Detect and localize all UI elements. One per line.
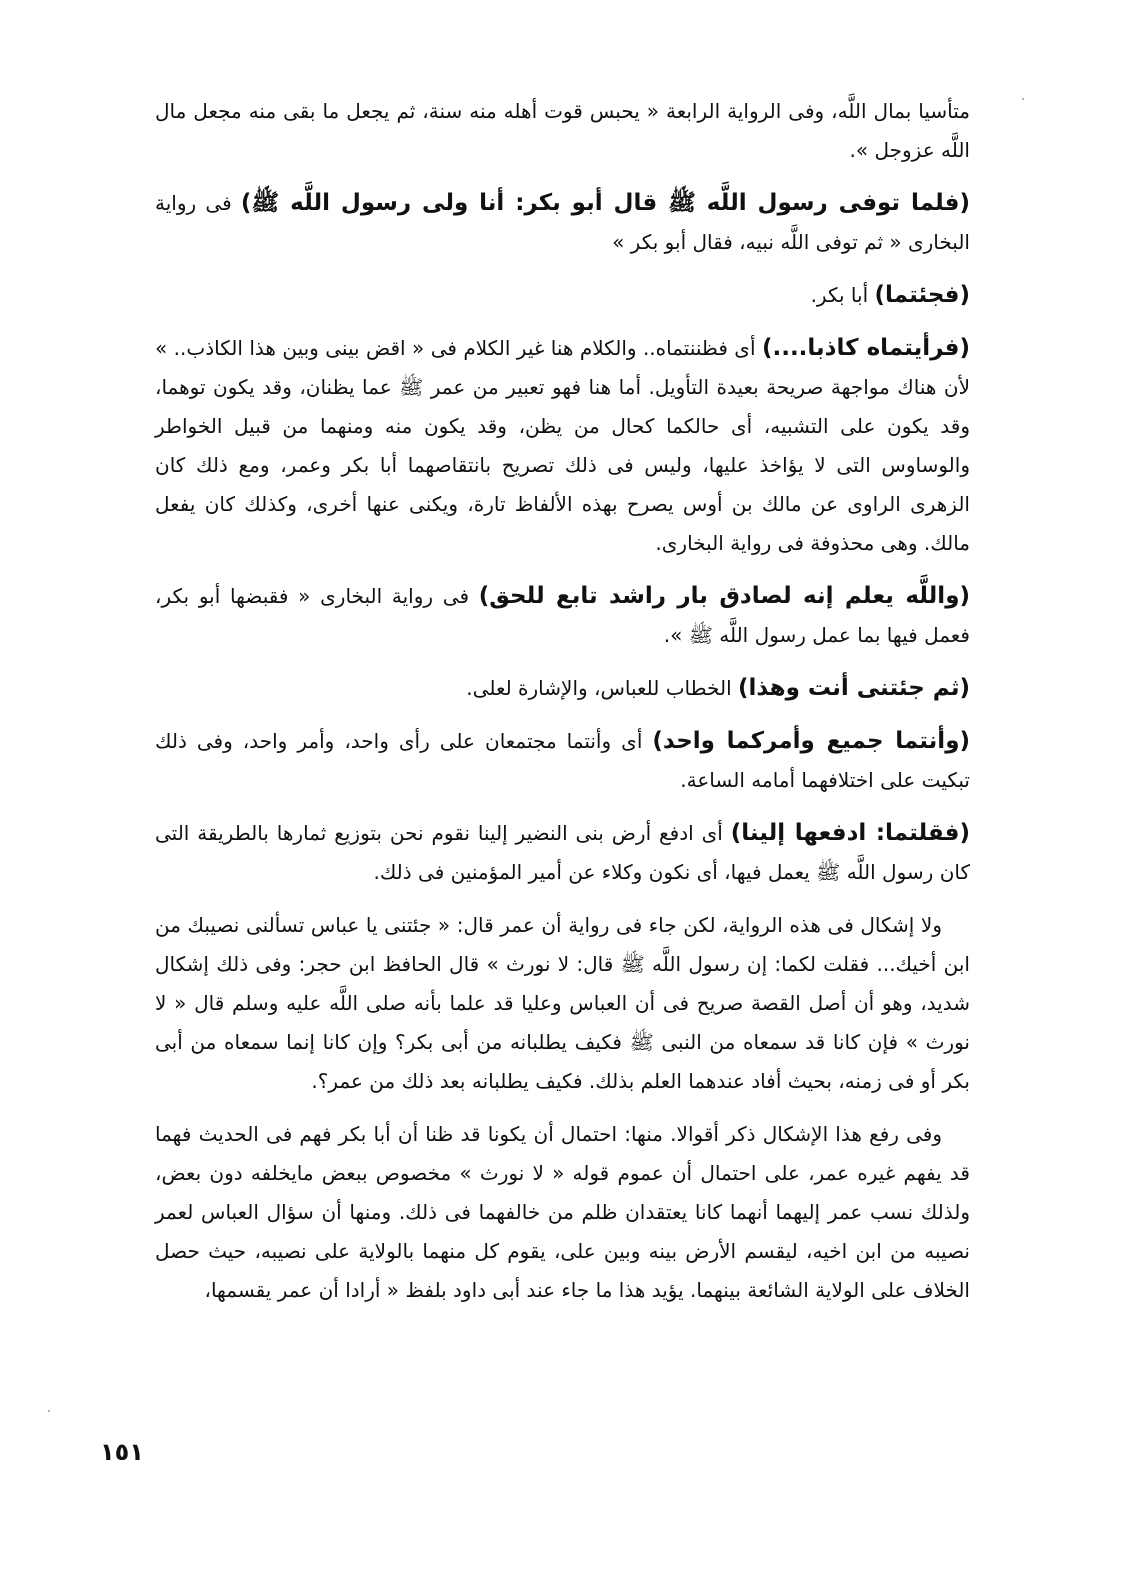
paragraph-3 — [155, 276, 970, 315]
paragraph-10 — [155, 1115, 970, 1310]
paragraph-7-text: أى وأنتما مجتمعان على رأى واحد، وأمر واحد، وفى ذلك تبكيت على اختلافهما أمامه الساعة. — [155, 729, 970, 792]
paragraph-8 — [155, 814, 970, 892]
paragraph-5-text: فى رواية البخارى « فقبضها أبو بكر، فعمل فيها بما عمل رسول اللَّه ﷺ ». — [155, 584, 970, 647]
paragraph-2-term: (فلما توفى رسول اللَّه ﷺ قال أبو بكر: أنا ولى رسول اللَّه ﷺ) — [240, 190, 970, 216]
paragraph-3-term: (فجئتما) — [874, 282, 970, 308]
paragraph-10-text: وفى رفع هذا الإشكال ذكر أقوالا. منها: احتمال أن يكونا قد ظنا أن أبا بكر فهم فى الحديث فهما قد يفهم غيره عمر، على احتمال أن عموم قوله « لا نورث » مخصوص ببعض مايخلفه دون بعض، ولذلك نسب عمر إليهما أنهما كانا يعتقدان ظلم من خالفهما فى ذلك. ومنها أن سؤال العباس لعمر نصيبه من ابن اخيه، ليقسم الأرض بينه وبين على، يقوم كل منهما بالولاية على نصيبه، حيث حصل الخلاف على الولاية الشائعة بينهما. يؤيد هذا ما جاء عند أبى داود بلفظ « أرادا أن عمر يقسمها، — [155, 1122, 970, 1302]
paragraph-1 — [155, 92, 970, 170]
paragraph-4-term: (فرأيتماه كاذبا....) — [761, 335, 970, 361]
paragraph-6-text: الخطاب للعباس، والإشارة لعلى. — [466, 676, 738, 700]
paragraph-2 — [155, 184, 970, 262]
paragraph-1-text: متأسيا بمال اللَّه، وفى الرواية الرابعة « يحبس قوت أهله منه سنة، ثم يجعل ما بقى منه مجعل مال اللَّه عزوجل ». — [155, 99, 970, 162]
page-body — [155, 92, 970, 1324]
page-number: ١٥١ — [100, 1438, 144, 1466]
paragraph-9 — [155, 906, 970, 1101]
paragraph-8-text: أى ادفع أرض بنى النضير إلينا نقوم نحن بتوزيع ثمارها بالطريقة التى كان رسول اللَّه ﷺ يعمل فيها، أى نكون وكلاء عن أمير المؤمنين فى ذلك. — [155, 821, 970, 884]
paragraph-9-text: ولا إشكال فى هذه الرواية، لكن جاء فى رواية أن عمر قال: « جئتنى يا عباس تسألنى نصيبك من ابن أخيك... فقلت لكما: إن رسول اللَّه ﷺ قال: لا نورث » قال الحافظ ابن حجر: وفى ذلك إشكال شديد، وهو أن أصل القصة صريح فى أن العباس وعليا قد علما بأنه صلى اللَّه عليه وسلم قال « لا نورث » فإن كانا قد سمعاه من النبى ﷺ فكيف يطلبانه من أبى بكر؟ وإن كانا إنما سمعاه من أبى بكر أو فى زمنه، بحيث أفاد عندهما العلم بذلك. فكيف يطلبانه بعد ذلك من عمر؟. — [155, 913, 970, 1093]
paragraph-2-text: فى رواية البخارى « ثم توفى اللَّه نبيه، فقال أبو بكر » — [155, 191, 970, 254]
paragraph-6 — [155, 669, 970, 708]
paragraph-5-term: (واللَّه يعلم إنه لصادق بار راشد تابع للحق) — [478, 583, 970, 609]
paragraph-4-text: أى فظننتماه.. والكلام هنا غير الكلام فى « اقض بينى وبين هذا الكاذب.. » لأن هناك مواجهة صريحة بعيدة التأويل. أما هنا فهو تعبير من عمر ﷺ عما يظنان، وقد يكون توهما، وقد يكون على التشبيه، أى حالكما كحال من يظن، وقد يكون منه ومنهما من قبيل الخواطر والوساوس التى لا يؤاخذ عليها، وليس فى ذلك تصريح بانتقاصهما أبا بكر وعمر، ومع ذلك كان الزهرى الراوى عن مالك بن أوس يصرح بهذه الألفاظ تارة، ويكنى عنها أخرى، وكذلك كان يفعل مالك. وهى محذوفة فى رواية البخارى. — [155, 336, 970, 555]
paragraph-3-text: أبا بكر. — [810, 283, 875, 307]
paragraph-5 — [155, 577, 970, 655]
scan-speck — [1022, 98, 1024, 100]
paragraph-6-term: (ثم جئتنى أنت وهذا) — [737, 675, 970, 701]
scan-speck — [48, 1410, 50, 1412]
paragraph-7 — [155, 722, 970, 800]
paragraph-4 — [155, 329, 970, 563]
paragraph-8-term: (فقلتما: ادفعها إلينا) — [730, 820, 970, 846]
paragraph-7-term: (وأنتما جميع وأمركما واحد) — [652, 728, 970, 754]
